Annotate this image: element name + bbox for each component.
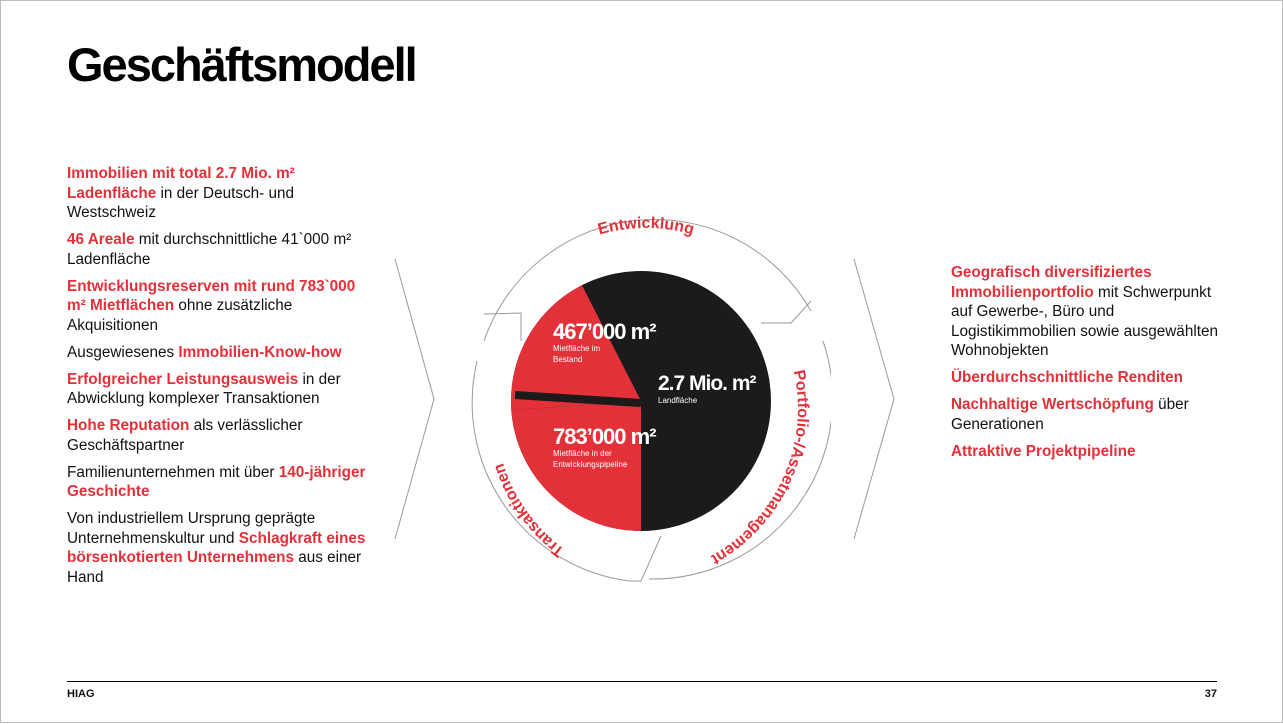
left-chevron xyxy=(395,259,434,539)
highlight-text: Attraktive Projektpipeline xyxy=(951,442,1136,460)
footer-divider xyxy=(67,681,1217,682)
highlight-text: Hohe Reputation xyxy=(67,417,190,434)
highlight-text: Immobilien mit total 2.7 Mio. m² Ladenfläche xyxy=(67,165,295,202)
body-text: Von industriellem Ursprung geprägte Unternehmenskultur und xyxy=(67,510,316,547)
label-portfolio: Portfolio-/Assetmanagement xyxy=(708,368,812,568)
highlight-text: Entwicklungsreserven mit rund 783`000 m² Mietflächen xyxy=(67,277,356,314)
body-text: mit durchschnittliche 41`000 m² Ladenfläche xyxy=(67,231,352,268)
label-transaktionen: Transaktionen xyxy=(490,461,568,560)
segment-caption-bestand-2: Bestand xyxy=(553,355,583,364)
total-caption: Landfläche xyxy=(658,396,698,405)
label-entwicklung: Entwicklung xyxy=(596,214,696,239)
page-title: Geschäftsmodell xyxy=(67,38,416,91)
segment-caption-pipeline-2: Entwicklungspipeline xyxy=(553,460,628,469)
body-text: Familienunternehmen mit über xyxy=(67,463,279,481)
body-text: mit Schwerpunkt auf Gewerbe-, Büro und Logistikimmobilien sowie ausgewählten Wohnobjekten xyxy=(951,283,1218,359)
cycle-diagram xyxy=(471,211,831,591)
highlight-text: Schlagkraft eines börsenkotierten Unternehmens xyxy=(67,529,366,566)
body-text: in der Deutsch- und Westschweiz xyxy=(67,184,295,221)
highlight-text: Nachhaltige Wertschöpfung xyxy=(951,396,1154,413)
segment-caption-bestand-1: Mietfläche im xyxy=(553,344,601,353)
right-chevron xyxy=(854,259,894,539)
highlight-text: 140-jähriger Geschichte xyxy=(67,463,366,500)
body-text: aus einer Hand xyxy=(67,549,362,586)
segment-value-bestand: 467’000 m² xyxy=(553,319,656,344)
body-text: in der Abwicklung komplexer Transaktionen xyxy=(67,370,341,407)
body-text: Ausgewiesenes xyxy=(67,343,179,361)
highlight-text: Immobilien-Know-how xyxy=(178,343,342,361)
body-text: über Generationen xyxy=(951,396,1189,433)
segment-value-pipeline: 783’000 m² xyxy=(553,424,656,449)
highlight-text: Geografisch diversifiziertes Immobilienportfolio xyxy=(951,264,1152,301)
segment-caption-pipeline-1: Mietfläche in der xyxy=(553,449,612,458)
body-text: ohne zusätzliche Akquisitionen xyxy=(67,297,293,334)
footer-company: HIAG xyxy=(67,688,95,700)
highlight-text: Erfolgreicher Leistungsausweis xyxy=(67,370,299,388)
total-value: 2.7 Mio. m² xyxy=(658,372,756,395)
highlight-text: Überdurchschnittliche Renditen xyxy=(951,369,1184,386)
highlight-text: 46 Areale xyxy=(67,231,135,248)
body-text: als verlässlicher Geschäftspartner xyxy=(67,417,303,454)
page-number: 37 xyxy=(1204,688,1217,700)
